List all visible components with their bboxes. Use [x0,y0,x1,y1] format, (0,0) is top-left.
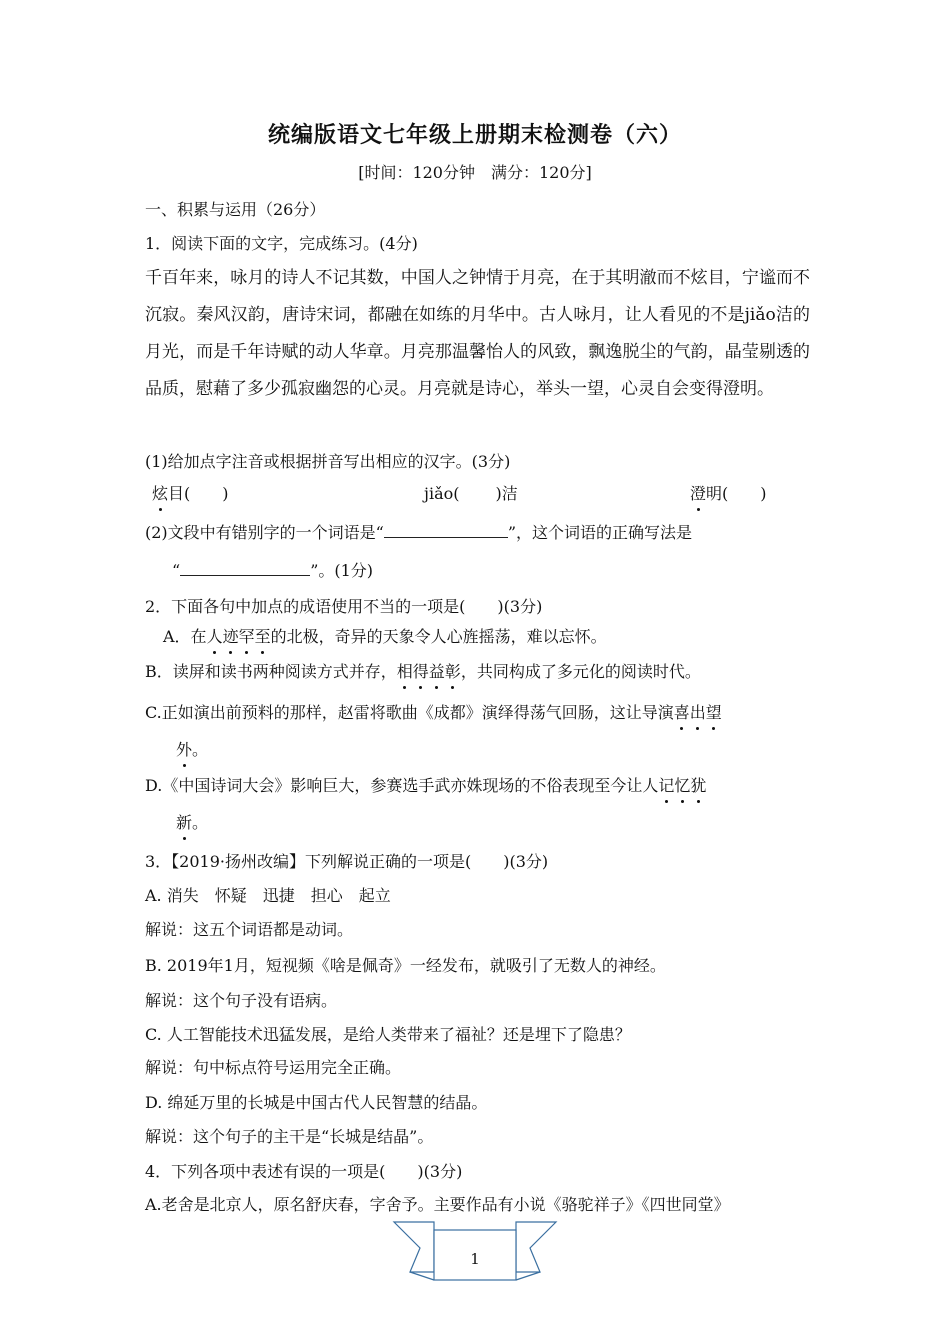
sub2-text-a: (2)文段中有错别字的一个词语是“ [145,523,384,542]
pinyin-item-b-right: )洁 [495,484,518,503]
option-text: 的北极，奇异的天象令人心旌摇荡，难以忘怀。 [270,627,607,646]
question-4-stem: 4．下列各项中表述有误的一项是( )(3分) [145,1162,463,1181]
dotted-idiom [658,776,706,795]
dotted-char: 得 [412,662,429,681]
dotted-char: 益 [428,662,445,681]
pinyin-item-a-rest: 目( ) [168,484,229,503]
page-title: 统编版语文七年级上册期末检测卷（六） [267,123,682,148]
q3-explanation: 解说：这个句子没有语病。 [145,991,338,1010]
dotted-char: 记 [658,776,675,795]
dotted-char: 人 [206,627,223,646]
pinyin-item-c-rest: 明( ) [706,484,767,503]
dotted-idiom [176,813,192,832]
dotted-char: 出 [689,703,706,722]
sub2-text-c: “ [172,561,181,580]
question-1-sub2-cont [172,561,373,581]
q3-line: A. 消失 怀疑 迅捷 担心 起立 [145,886,391,905]
dotted-char: 澄 [690,484,707,503]
dotted-char: 犹 [690,776,707,795]
q3-explanation: 解说：句中标点符号运用完全正确。 [145,1058,402,1077]
question-1-sub1: (1)给加点字注音或根据拼音写出相应的汉字。(3分) [145,452,511,471]
dotted-char: 罕 [238,627,255,646]
dotted-char: 至 [254,627,271,646]
question-1-sub2 [145,523,692,543]
q3-line: B. 2019年1月，短视频《啥是佩奇》一经发布，就吸引了无数人的神经。 [145,956,666,975]
sub2-text-d: ”。(1分) [310,561,374,580]
option-c [145,703,722,723]
question-1-passage: 千百年来，咏月的诗人不记其数，中国人之钟情于月亮，在于其明澈而不炫目，宁谧而不沉寂。秦风汉韵，唐诗宋词，都融在如练的月华中。古人咏月，让人看见的不是jiǎo洁的月光，而是千年诗赋的动人华章。月亮那温馨怡人的风致，飘逸脱尘的气韵，晶莹剔透的品质，慰藉了多少孤寂幽怨的心灵。月亮就是诗心，举头一望，心灵自会变得澄明。 [145,268,810,399]
dotted-char: 彰 [444,662,461,681]
section-heading: 一、积累与运用（26分） [145,200,326,219]
option-b [145,662,701,682]
dotted-idiom [397,662,461,681]
option-c-cont [176,740,208,760]
option-a [163,627,607,647]
option-text: D.《中国诗词大会》影响巨大，参赛选手武亦姝现场的不俗表现至今让人 [145,776,659,795]
page-footer [390,1208,560,1288]
page-number: 1 [470,1250,480,1268]
dotted-char: 新 [176,813,193,832]
exam-meta: [时间：120分钟 满分：120分] [358,163,592,182]
dotted-idiom [176,740,192,759]
sub2-text-b: ”，这个词语的正确写法是 [507,523,693,542]
pinyin-item-a [152,484,229,504]
question-2-stem: 2．下面各句中加点的成语使用不当的一项是( )(3分) [145,597,543,616]
q3-line: C. 人工智能技术迅猛发展，是给人类带来了福祉？还是埋下了隐患？ [145,1025,631,1044]
q4-option-a: A.老舍是北京人，原名舒庆春，字舍予。主要作品有小说《骆驼祥子》《四世同堂》 [145,1195,730,1214]
q3-line: D. 绵延万里的长城是中国古代人民智慧的结晶。 [145,1093,488,1112]
dotted-char: 炫 [152,484,169,503]
dotted-char: 迹 [222,627,239,646]
pinyin-item-b [424,484,518,504]
dotted-char: 忆 [674,776,691,795]
answer-blank[interactable] [180,561,310,576]
dotted-char: 喜 [673,703,690,722]
question-3-stem: 3．【2019·扬州改编】下列解说正确的一项是( )(3分) [145,852,549,871]
option-text: C.正如演出前预料的那样，赵雷将歌曲《成都》演绎得荡气回肠，这让导演 [145,703,674,722]
pinyin-item-b-left: jiǎo( [424,484,460,503]
question-1-stem: 1．阅读下面的文字，完成练习。(4分) [145,234,418,253]
option-d [145,776,706,796]
option-text: 。 [192,813,209,832]
answer-blank[interactable] [384,523,508,538]
dotted-char: 外 [176,740,193,759]
option-d-cont [176,813,208,833]
dotted-char: 相 [396,662,413,681]
option-text: ，共同构成了多元化的阅读时代。 [460,662,701,681]
q3-explanation: 解说：这五个词语都是动词。 [145,920,354,939]
option-text: A．在 [163,627,207,646]
option-text: B．读屏和读书两种阅读方式并存， [145,662,397,681]
q3-explanation: 解说：这个句子的主干是“长城是结晶”。 [145,1127,434,1146]
dotted-idiom [207,627,271,646]
dotted-idiom [674,703,722,722]
pinyin-item-c [690,484,767,504]
ribbon-decoration [390,1208,560,1288]
dotted-char: 望 [705,703,722,722]
option-text: 。 [192,740,209,759]
